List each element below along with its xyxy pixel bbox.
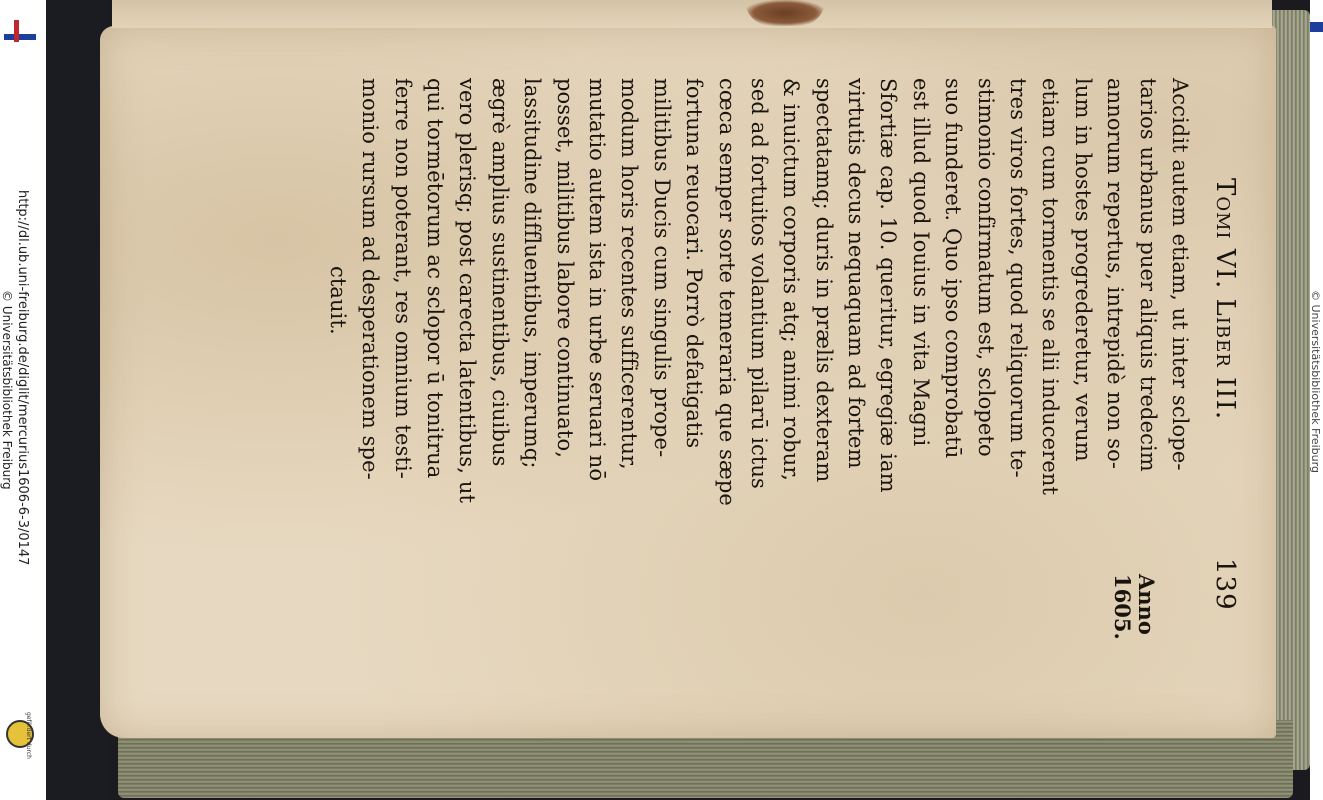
margin-note-year: 1605. [1110,574,1135,640]
text-line: est illud quod Iouius in vita Magni [908,78,933,447]
text-line: annorum repertus, intrepidè non so- [1103,78,1128,470]
text-line: sed ad fortuitos volantium pilarū ictus [746,78,771,489]
text-line: mutatio autem ista in urbe seruari nō [584,78,609,482]
text-line: Sfortiæ cap. 10. queritur, egregiæ iam [876,78,901,493]
text-line: modum horis recentes sufficerentur, [617,78,642,470]
page-text-block [321,78,1240,678]
running-head-title: Tomi VI. Liber III. [1210,178,1240,421]
text-line: tres viros fortes, quod reliquorum te- [1006,78,1031,478]
library-logo-icon [4,12,36,44]
right-copyright-notice: © Universitätsbibliothek Freiburg [1309,290,1322,473]
text-line: Accidit autem etiam, ut inter sclope- [1168,78,1192,471]
text-line: posset, militibus labore continuato, [552,78,577,458]
text-line-last: ctauit. [325,266,350,335]
text-line: suo funderet. Quo ipso comprobatū [941,78,966,459]
text-line: etiam cum tormentis se alii inducerent [1038,78,1063,496]
text-line: vero plerisq; post carecta latentibus, ut [455,78,480,504]
text-line: ægrè amplius sustinentibus, ciuibus [487,78,512,467]
body-text [321,78,1196,678]
text-line: stimonio confirmatum est, sclopeto [973,78,998,457]
page-url[interactable]: http://dl.ub.uni-freiburg.de/diglit/mercurius1606-6-3/0147 [15,190,30,566]
text-line: cœca semper sorte temeraria que sæpe [714,78,739,506]
text-line: virtutis decus nequaquam ad fortem [844,78,869,469]
copyright-notice: © Universitätsbibliothek Freiburg [0,290,14,490]
running-head [1196,78,1240,678]
scan-background [46,0,106,800]
text-line: & inuictum corporis atq; animi robur, [779,78,804,481]
text-line: fortuna reuocari. Porrò defatigatis [682,78,707,449]
text-line: ferre non poterant, res omnium testi- [390,78,415,479]
page-number: 139 [1210,558,1240,611]
text-line: spectatamq; duris in prælis dexteram [811,78,836,483]
margin-note-year-label: Anno [1134,574,1159,635]
library-logo-icon [1310,22,1323,32]
text-line: militibus Ducis cum singulis prope- [649,78,674,458]
text-line: lum in hostes progrederetur, verum [1070,78,1095,462]
facing-page-edge [112,0,1272,28]
text-line: lassitudine diffluentibus, imperumq; [520,78,545,469]
margin-note [1110,574,1158,640]
text-line: qui tormētorum ac sclopor ū tonitrua [423,78,448,479]
sponsor-label: gefördert durch [25,712,32,759]
viewer-right-strip [1310,0,1323,800]
viewer-left-strip [0,0,46,800]
text-line: monio rursum ad desperationem spe- [358,78,383,480]
text-line: tarios urbanus puer aliquis tredecim [1135,78,1160,472]
